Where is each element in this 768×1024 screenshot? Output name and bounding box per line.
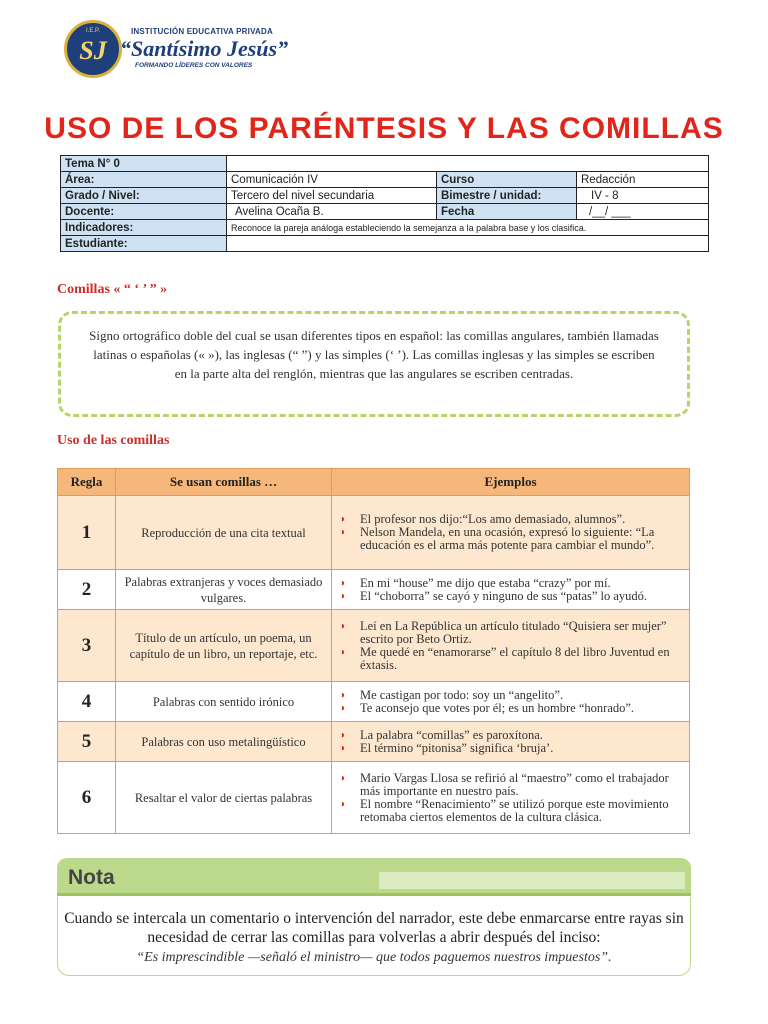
example-text: El nombre “Renacimiento” se utilizó porque este movimiento retomaba ciertos elementos de la cultura clásica. bbox=[360, 796, 669, 824]
bullet-icon: ◗ bbox=[340, 577, 347, 589]
institution-name: “Santísimo Jesús” bbox=[120, 36, 289, 61]
table-row bbox=[58, 762, 690, 834]
example-text: La palabra “comillas” es paroxítona. bbox=[360, 727, 543, 742]
bullet-icon: ◗ bbox=[340, 702, 347, 714]
bullet-icon: ◗ bbox=[340, 620, 347, 632]
area-label: Área: bbox=[61, 172, 227, 188]
bullet-icon: ◗ bbox=[340, 742, 347, 754]
bullet-icon: ◗ bbox=[340, 772, 347, 784]
note-text: Cuando se intercala un comentario o intervención del narrador, este debe enmarcarse entre rayas sin necesidad de cerrar las comillas para volverlas a abrir después del inciso: bbox=[64, 910, 684, 946]
estudiante-label: Estudiante: bbox=[61, 236, 227, 252]
curso-label: Curso bbox=[437, 172, 577, 188]
header-ejemplos: Ejemplos bbox=[332, 469, 690, 496]
rule-number: 2 bbox=[58, 570, 116, 610]
fecha-value: /__/ ___ bbox=[577, 204, 709, 220]
example-text: Me quedé en “enamorarse” el capítulo 8 del libro Juventud en éxtasis. bbox=[360, 644, 670, 672]
list-item bbox=[338, 646, 681, 672]
page-title: USO DE LOS PARÉNTESIS Y LAS COMILLAS bbox=[44, 112, 724, 145]
bullet-icon: ◗ bbox=[340, 729, 347, 741]
indicadores-value: Reconoce la pareja análoga estableciendo la semejanza a la palabra base y los clasifica. bbox=[227, 220, 709, 236]
institution-motto: FORMANDO LÍDERES CON VALORES bbox=[135, 62, 253, 69]
bullet-icon: ◗ bbox=[340, 689, 347, 701]
bullet-icon: ◗ bbox=[340, 527, 347, 538]
bullet-icon: ◗ bbox=[340, 798, 347, 810]
logo-ring-text: I.E.P. bbox=[86, 28, 100, 34]
rule-examples bbox=[332, 762, 690, 834]
table-row bbox=[58, 610, 690, 682]
bimestre-value: IV - 8 bbox=[577, 188, 709, 204]
note-box bbox=[57, 897, 691, 976]
rule-examples bbox=[332, 610, 690, 682]
rule-description: Título de un artículo, un poema, un capítulo de un libro, un reportaje, etc. bbox=[116, 610, 332, 682]
rule-number: 4 bbox=[58, 682, 116, 722]
rule-description: Palabras con uso metalingüístico bbox=[116, 722, 332, 762]
docente-label: Docente: bbox=[61, 204, 227, 220]
header-regla: Regla bbox=[58, 469, 116, 496]
estudiante-value[interactable] bbox=[227, 236, 709, 252]
uso-heading: Uso de las comillas bbox=[57, 433, 170, 448]
note-header-bar bbox=[57, 858, 691, 896]
info-table bbox=[60, 155, 709, 252]
institution-type: INSTITUCIÓN EDUCATIVA PRIVADA bbox=[131, 27, 273, 36]
tema-label: Tema N° 0 bbox=[61, 156, 227, 172]
comillas-heading: Comillas « “ ‘ ’ ” » bbox=[57, 282, 168, 297]
fecha-label: Fecha bbox=[437, 204, 577, 220]
table-row bbox=[58, 496, 690, 570]
school-logo bbox=[64, 20, 122, 78]
definition-box: Signo ortográfico doble del cual se usan diferentes tipos en español: las comillas angulares, también llamadas latinas o españolas (« »), las inglesas (“ ”) y las simples (‘ ’). Las comillas inglesas y las simples se escriben en la parte alta del renglón, mientras que las angulares se escriben centradas. bbox=[58, 311, 690, 417]
docente-value: Avelina Ocaña B. bbox=[227, 204, 437, 220]
rule-examples bbox=[332, 570, 690, 610]
bullet-icon: ◗ bbox=[340, 646, 347, 658]
indicadores-label: Indicadores: bbox=[61, 220, 227, 236]
list-item bbox=[338, 772, 681, 798]
tema-value bbox=[227, 156, 709, 172]
rule-number: 5 bbox=[58, 722, 116, 762]
bullet-icon: ◗ bbox=[340, 514, 347, 525]
rule-examples bbox=[332, 496, 690, 570]
list-item bbox=[338, 590, 681, 603]
bullet-icon: ◗ bbox=[340, 590, 347, 602]
bimestre-label: Bimestre / unidad: bbox=[437, 188, 577, 204]
logo-monogram: SJ bbox=[79, 36, 107, 65]
list-item bbox=[338, 620, 681, 646]
rule-number: 6 bbox=[58, 762, 116, 834]
rule-examples bbox=[332, 682, 690, 722]
example-text: El “choborra” se cayó y ninguno de sus “patas” lo ayudó. bbox=[360, 588, 648, 603]
rule-examples bbox=[332, 722, 690, 762]
table-row bbox=[58, 682, 690, 722]
example-text: Me castigan por todo: soy un “angelito”. bbox=[360, 687, 564, 702]
rule-description: Resaltar el valor de ciertas palabras bbox=[116, 762, 332, 834]
table-row bbox=[58, 722, 690, 762]
note-title: Nota bbox=[68, 866, 115, 889]
table-row bbox=[58, 570, 690, 610]
grado-label: Grado / Nivel: bbox=[61, 188, 227, 204]
example-text: El profesor nos dijo:“Los amo demasiado, alumnos”. bbox=[360, 512, 626, 526]
note-example: “Es imprescindible —señaló el ministro— que todos paguemos nuestros impuestos”. bbox=[136, 950, 612, 965]
rule-description: Palabras con sentido irónico bbox=[116, 682, 332, 722]
example-text: Leí en La República un artículo titulado “Quisiera ser mujer” escrito por Beto Ortiz. bbox=[360, 618, 667, 646]
grado-value: Tercero del nivel secundaria bbox=[227, 188, 437, 204]
rules-table bbox=[57, 468, 690, 834]
area-value: Comunicación IV bbox=[227, 172, 437, 188]
rule-number: 1 bbox=[58, 496, 116, 570]
list-item bbox=[338, 702, 681, 715]
example-text: Mario Vargas Llosa se refirió al “maestro” como el trabajador más importante en nuestro país. bbox=[360, 770, 669, 798]
curso-value: Redacción bbox=[577, 172, 709, 188]
header-se-usan: Se usan comillas … bbox=[116, 469, 332, 496]
rule-description: Palabras extranjeras y voces demasiado vulgares. bbox=[116, 570, 332, 610]
list-item bbox=[338, 798, 681, 824]
example-text: El término “pitonisa” significa ‘bruja’. bbox=[360, 740, 554, 755]
example-text: Te aconsejo que votes por él; es un hombre “honrado”. bbox=[360, 700, 635, 715]
list-item bbox=[338, 742, 681, 755]
example-text: Nelson Mandela, en una ocasión, expresó lo siguiente: “La educación es el arma más potente para cambiar el mundo”. bbox=[360, 525, 655, 552]
list-item bbox=[338, 526, 681, 552]
example-text: En mi “house” me dijo que estaba “crazy” por mí. bbox=[360, 575, 611, 590]
note-header-stripe bbox=[379, 872, 685, 889]
rule-number: 3 bbox=[58, 610, 116, 682]
rule-description: Reproducción de una cita textual bbox=[116, 496, 332, 570]
